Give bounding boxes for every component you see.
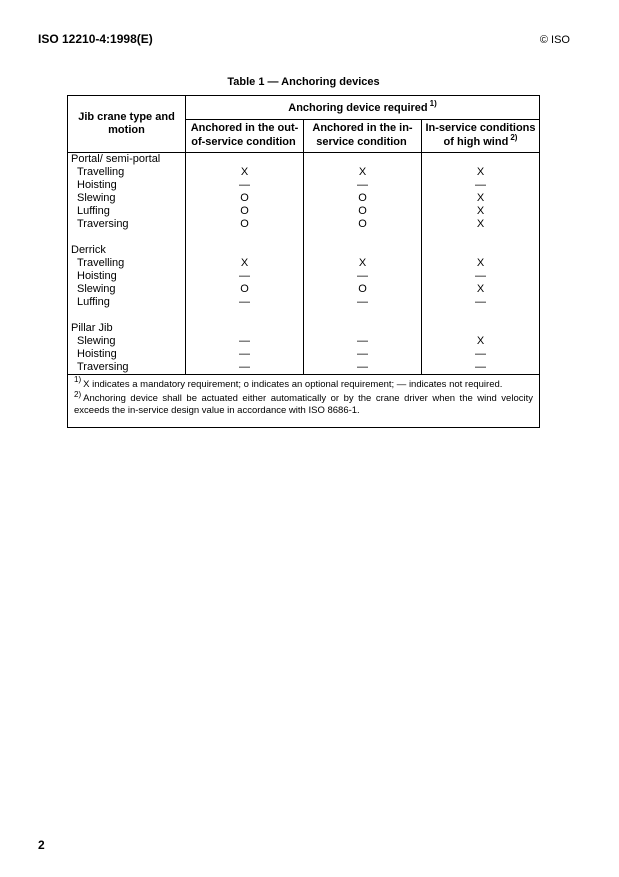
footnote-1 <box>74 375 533 391</box>
spacer-row <box>68 231 540 244</box>
cell-value: — <box>186 361 304 375</box>
cell-value <box>304 322 422 335</box>
row-label: Traversing <box>68 361 186 375</box>
footnotes-cell <box>68 374 540 427</box>
column-header-line: of high wind <box>443 135 509 148</box>
table-title: Table 1 — Anchoring devices <box>227 76 380 88</box>
row-label: Derrick <box>68 244 186 257</box>
table-row <box>68 322 540 335</box>
page-number: 2 <box>38 838 45 852</box>
table-row <box>68 348 540 361</box>
row-label: Pillar Jib <box>68 322 186 335</box>
cell-value <box>186 309 304 322</box>
cell-value: O <box>304 218 422 231</box>
cell-value: X <box>304 257 422 270</box>
table-row <box>68 270 540 283</box>
anchoring-devices-table <box>67 95 540 428</box>
footnote-2 <box>74 389 533 418</box>
cell-value <box>304 244 422 257</box>
row-label: Portal/ semi-portal <box>68 152 186 166</box>
footnote-1-text: X indicates a mandatory requirement; o indicates an optional requirement; — indicates not required. <box>83 378 503 390</box>
row-label: Luffing <box>68 205 186 218</box>
cell-value: — <box>304 361 422 375</box>
cell-value: X <box>422 283 540 296</box>
cell-value <box>304 309 422 322</box>
document-reference: ISO 12210-4:1998(E) <box>38 32 153 46</box>
copyright-notice: © ISO <box>539 34 570 46</box>
cell-value: X <box>422 335 540 348</box>
cell-value: X <box>186 166 304 179</box>
column-header-in-service <box>304 120 422 153</box>
footnote-marker-2: 2) <box>510 133 518 143</box>
column-header-line: service condition <box>316 135 407 148</box>
row-label: Hoisting <box>68 179 186 192</box>
table-row <box>68 244 540 257</box>
cell-value: X <box>186 257 304 270</box>
span-header-text: Anchoring device required <box>288 101 428 114</box>
cell-value: — <box>304 348 422 361</box>
cell-value: O <box>186 192 304 205</box>
span-header <box>186 96 540 120</box>
corner-header-line2: motion <box>108 123 145 136</box>
table-row <box>68 257 540 270</box>
corner-header <box>68 96 186 153</box>
table-row <box>68 192 540 205</box>
table-row <box>68 335 540 348</box>
cell-value: O <box>186 218 304 231</box>
row-label: Slewing <box>68 335 186 348</box>
cell-value <box>422 244 540 257</box>
footnote-1-marker: 1) <box>74 375 82 385</box>
cell-value: X <box>422 166 540 179</box>
table-row <box>68 205 540 218</box>
column-header-line: In-service conditions <box>425 122 536 134</box>
footnote-marker-1: 1) <box>429 98 437 108</box>
row-label: Hoisting <box>68 348 186 361</box>
footnotes-row <box>68 374 540 427</box>
column-header-line: Anchored in the in- <box>312 122 413 134</box>
footnote-2-marker: 2) <box>74 389 82 399</box>
corner-header-line1: Jib crane type and <box>78 110 175 123</box>
cell-value: O <box>304 192 422 205</box>
row-label <box>68 309 186 322</box>
cell-value <box>304 152 422 166</box>
cell-value: — <box>186 348 304 361</box>
table-row <box>68 152 540 166</box>
cell-value: — <box>186 179 304 192</box>
row-label: Traversing <box>68 218 186 231</box>
cell-value: — <box>422 179 540 192</box>
cell-value <box>186 244 304 257</box>
cell-value <box>186 152 304 166</box>
cell-value <box>422 322 540 335</box>
table-row <box>68 179 540 192</box>
table-row <box>68 296 540 309</box>
cell-value: O <box>304 205 422 218</box>
cell-value: X <box>422 257 540 270</box>
table-row <box>68 283 540 296</box>
cell-value: — <box>422 270 540 283</box>
header-row-1 <box>68 96 540 120</box>
cell-value: — <box>304 179 422 192</box>
column-header-high-wind <box>422 120 540 153</box>
row-label: Hoisting <box>68 270 186 283</box>
cell-value: — <box>304 296 422 309</box>
cell-value: X <box>422 192 540 205</box>
cell-value: — <box>186 296 304 309</box>
cell-value: X <box>422 218 540 231</box>
cell-value: — <box>422 348 540 361</box>
cell-value: — <box>422 296 540 309</box>
cell-value: O <box>186 283 304 296</box>
cell-value: — <box>304 270 422 283</box>
cell-value <box>422 231 540 244</box>
column-header-line: of-service condition <box>191 135 296 148</box>
cell-value: — <box>422 361 540 375</box>
cell-value <box>304 231 422 244</box>
cell-value: O <box>304 283 422 296</box>
table-body <box>68 152 540 374</box>
spacer-row <box>68 309 540 322</box>
row-label: Travelling <box>68 257 186 270</box>
table-row <box>68 166 540 179</box>
cell-value <box>186 231 304 244</box>
cell-value: — <box>186 270 304 283</box>
row-label: Slewing <box>68 283 186 296</box>
cell-value: — <box>304 335 422 348</box>
column-header-out-of-service <box>186 120 304 153</box>
row-label <box>68 231 186 244</box>
cell-value: — <box>186 335 304 348</box>
table-row <box>68 218 540 231</box>
row-label: Travelling <box>68 166 186 179</box>
cell-value: X <box>304 166 422 179</box>
cell-value <box>186 322 304 335</box>
row-label: Luffing <box>68 296 186 309</box>
cell-value: O <box>186 205 304 218</box>
footnote-2-text: Anchoring device shall be actuated either automatically or by the crane driver when the wind velocity exceeds the in-service design value in accordance with ISO 8686-1. <box>74 392 533 417</box>
cell-value <box>422 152 540 166</box>
row-label: Slewing <box>68 192 186 205</box>
cell-value <box>422 309 540 322</box>
column-header-line: Anchored in the out- <box>190 122 299 134</box>
cell-value: X <box>422 205 540 218</box>
table-row <box>68 361 540 375</box>
